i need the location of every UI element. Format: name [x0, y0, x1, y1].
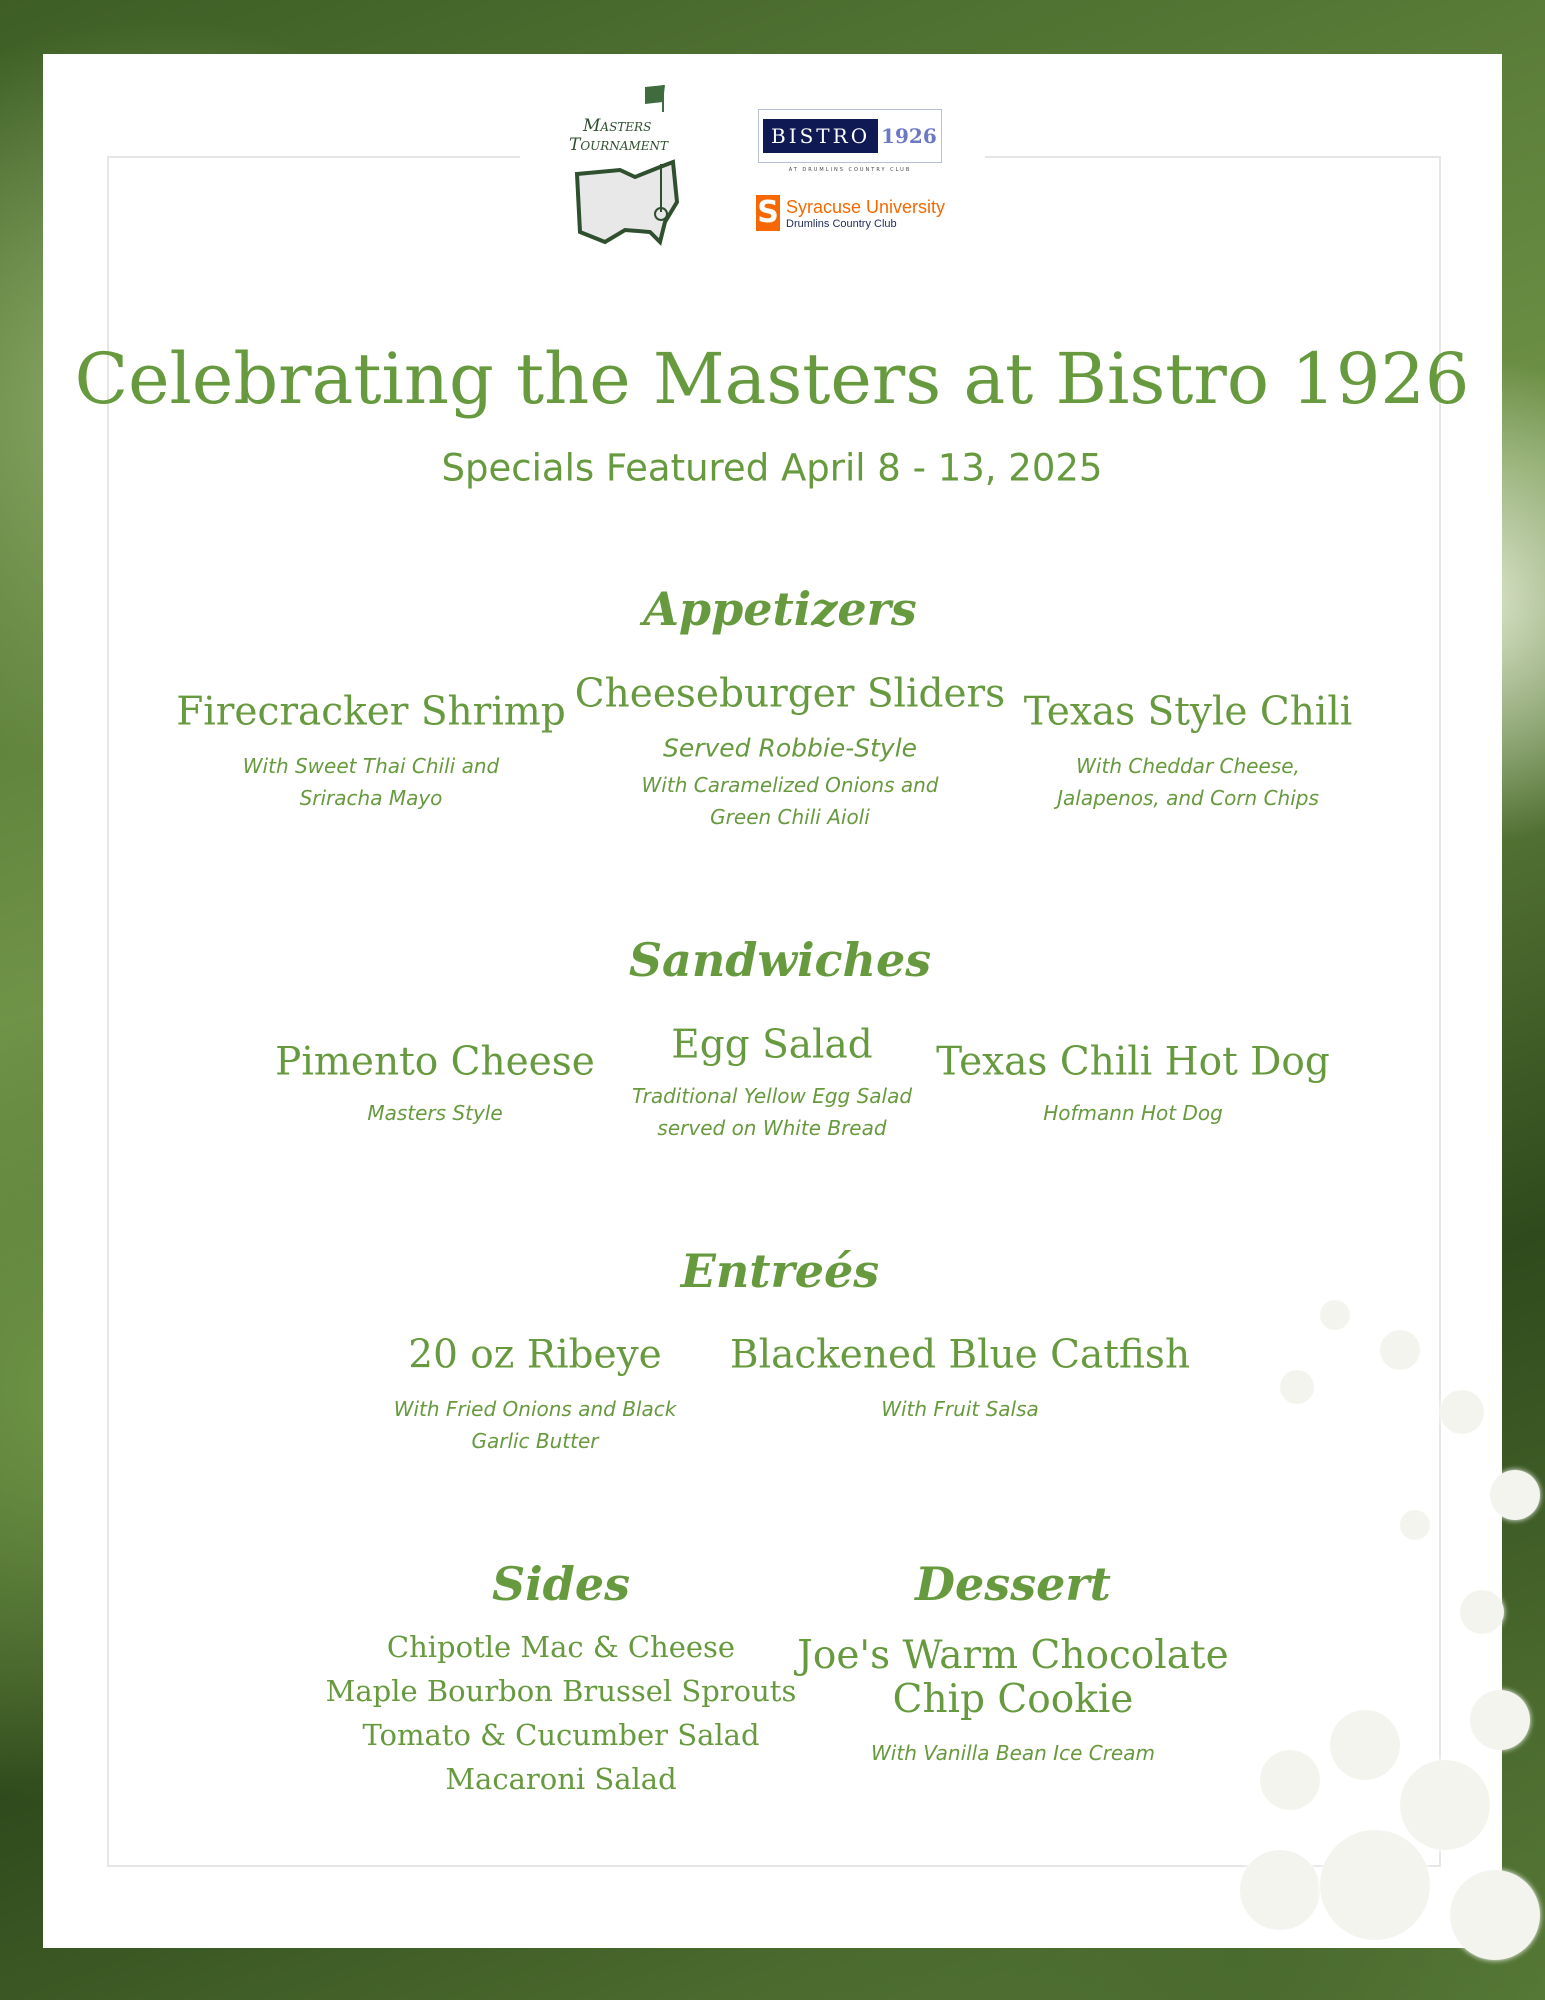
- item-description: With Vanilla Bean Ice Cream: [871, 1741, 1155, 1765]
- item-name: Firecracker Shrimp: [176, 689, 566, 735]
- item-name: Texas Chili Hot Dog: [936, 1039, 1330, 1085]
- item-name: Egg Salad: [671, 1022, 873, 1068]
- item-description: With Fried Onions and Black Garlic Butter: [393, 1397, 677, 1453]
- item-name: Texas Style Chili: [1023, 689, 1353, 735]
- page-subtitle: Specials Featured April 8 - 13, 2025: [441, 446, 1103, 490]
- syracuse-sub: Drumlins Country Club: [786, 217, 897, 230]
- side-item: Tomato & Cucumber Salad: [362, 1718, 760, 1752]
- bistro-word: BISTRO: [763, 119, 878, 153]
- bistro-1926-logo: [758, 109, 942, 163]
- side-item: Chipotle Mac & Cheese: [386, 1630, 736, 1664]
- item-description: With Sweet Thai Chili and Sriracha Mayo: [242, 754, 500, 810]
- masters-logo: [565, 82, 710, 252]
- item-description: With Caramelized Onions and Green Chili Aioli: [641, 773, 939, 829]
- item-name: Joe's Warm Chocolate Chip Cookie: [797, 1633, 1229, 1722]
- side-item: Macaroni Salad: [445, 1762, 677, 1796]
- section-heading-dessert: Dessert: [915, 1557, 1111, 1611]
- bistro-year: 1926: [881, 124, 937, 148]
- syracuse-name: Syracuse University: [786, 196, 946, 217]
- item-name: 20 oz Ribeye: [408, 1332, 662, 1378]
- item-description: Hofmann Hot Dog: [1043, 1101, 1223, 1125]
- item-description: Traditional Yellow Egg Salad served on White Bread: [631, 1084, 913, 1140]
- section-heading-entrees: Entreés: [680, 1244, 880, 1298]
- item-description: Masters Style: [367, 1101, 503, 1125]
- page-title: Celebrating the Masters at Bistro 1926: [74, 338, 1470, 420]
- item-name: Pimento Cheese: [275, 1039, 595, 1085]
- item-name: Blackened Blue Catfish: [729, 1332, 1191, 1378]
- item-name: Cheeseburger Sliders: [574, 671, 1006, 717]
- section-heading-appetizers: Appetizers: [643, 582, 917, 636]
- item-description: With Cheddar Cheese, Jalapenos, and Corn Chips: [1057, 754, 1319, 810]
- section-heading-sides: Sides: [491, 1557, 631, 1611]
- side-item: Maple Bourbon Brussel Sprouts: [325, 1674, 797, 1708]
- item-serving-style: Served Robbie-Style: [662, 733, 918, 763]
- syracuse-s-icon: S: [757, 195, 779, 230]
- masters-logo-line1: Masters: [583, 116, 652, 136]
- sides-list: [326, 1625, 797, 1801]
- syracuse-logo: [756, 195, 945, 231]
- masters-logo-line2: Tournament: [569, 135, 669, 155]
- section-heading-sandwiches: Sandwiches: [628, 933, 932, 987]
- babys-breath-flowers: [1200, 1290, 1545, 2000]
- item-description: With Fruit Salsa: [881, 1397, 1039, 1421]
- bistro-tagline: AT DRUMLINS COUNTRY CLUB: [788, 167, 912, 173]
